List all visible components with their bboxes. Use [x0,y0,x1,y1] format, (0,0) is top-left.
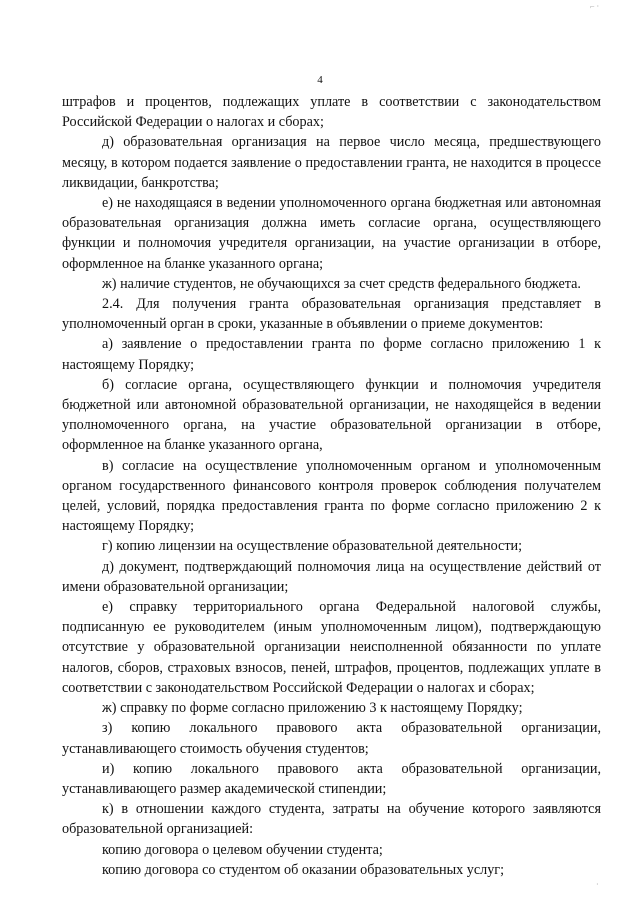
paragraph: е) справку территориального органа Федеральной налоговой службы, подписанную ее руководителем (иным уполномоченным лицом), подтверждающую отсутствие у образовательной организации неисполненной обязанности по уплате налогов, сборов, страховых взносов, пеней, штрафов, процентов, подлежащих уплате в соответствии с законодательством Российской Федерации о налогах и сборах; [62,599,601,696]
scan-edge-dot: · [596,880,599,889]
paragraph: е) не находящаяся в ведении уполномоченного органа бюджетная или автономная образовательная организация должна иметь согласие органа, осуществляющего функции и полномочия учредителя организации, на участие организации в отборе, оформленное на бланке указанного органа; [62,195,601,272]
paragraph: а) заявление о предоставлении гранта по форме согласно приложению 1 к настоящему Порядку; [62,336,601,373]
paragraph: 2.4. Для получения гранта образовательная организация представляет в уполномоченный орган в сроки, указанные в объявлении о приеме документов: [62,296,601,333]
document-body [62,92,601,880]
paragraph: ж) наличие студентов, не обучающихся за счет средств федерального бюджета. [102,275,581,292]
paragraph: д) документ, подтверждающий полномочия лица на осуществление действий от имени образовательной организации; [62,558,601,595]
paragraph: штрафов и процентов, подлежащих уплате в соответствии с законодательством Российской Федерации о налогах и сборах; [62,94,601,131]
paragraph: г) копию лицензии на осуществление образовательной деятельности; [102,538,523,555]
paragraph: к) в отношении каждого студента, затраты на обучение которого заявляются образовательной организацией: [62,801,601,838]
paragraph: и) копию локального правового акта образовательной организации, устанавливающего размер академической стипендии; [62,760,601,797]
page-number: 4 [317,74,323,86]
paragraph: в) согласие на осуществление уполномоченным органом и уполномоченным органом государственного финансового контроля проверок соблюдения получателем целей, условий, порядка предоставления гранта по форме согласно приложению 2 к настоящему Порядку; [62,457,601,535]
paragraph: ж) справку по форме согласно приложению 3 к настоящему Порядку; [102,700,523,717]
paragraph: д) образовательная организация на первое число месяца, предшествующего месяцу, в котором подается заявление о предоставлении гранта, не находится в процессе ликвидации, банкротства; [62,134,601,191]
paragraph: копию договора о целевом обучении студента; [102,841,383,858]
paragraph: копию договора со студентом об оказании образовательных услуг; [102,861,505,878]
scan-corner-mark: ⌐ · [590,2,600,11]
paragraph: б) согласие органа, осуществляющего функции и полномочия учредителя бюджетной или автономной образовательной организации, не находящейся в ведении уполномоченного органа, на участие образовательной организации в отборе, оформленное на бланке указанного органа, [62,376,601,454]
paragraph: з) копию локального правового акта образовательной организации, устанавливающего стоимость обучения студентов; [62,720,601,757]
